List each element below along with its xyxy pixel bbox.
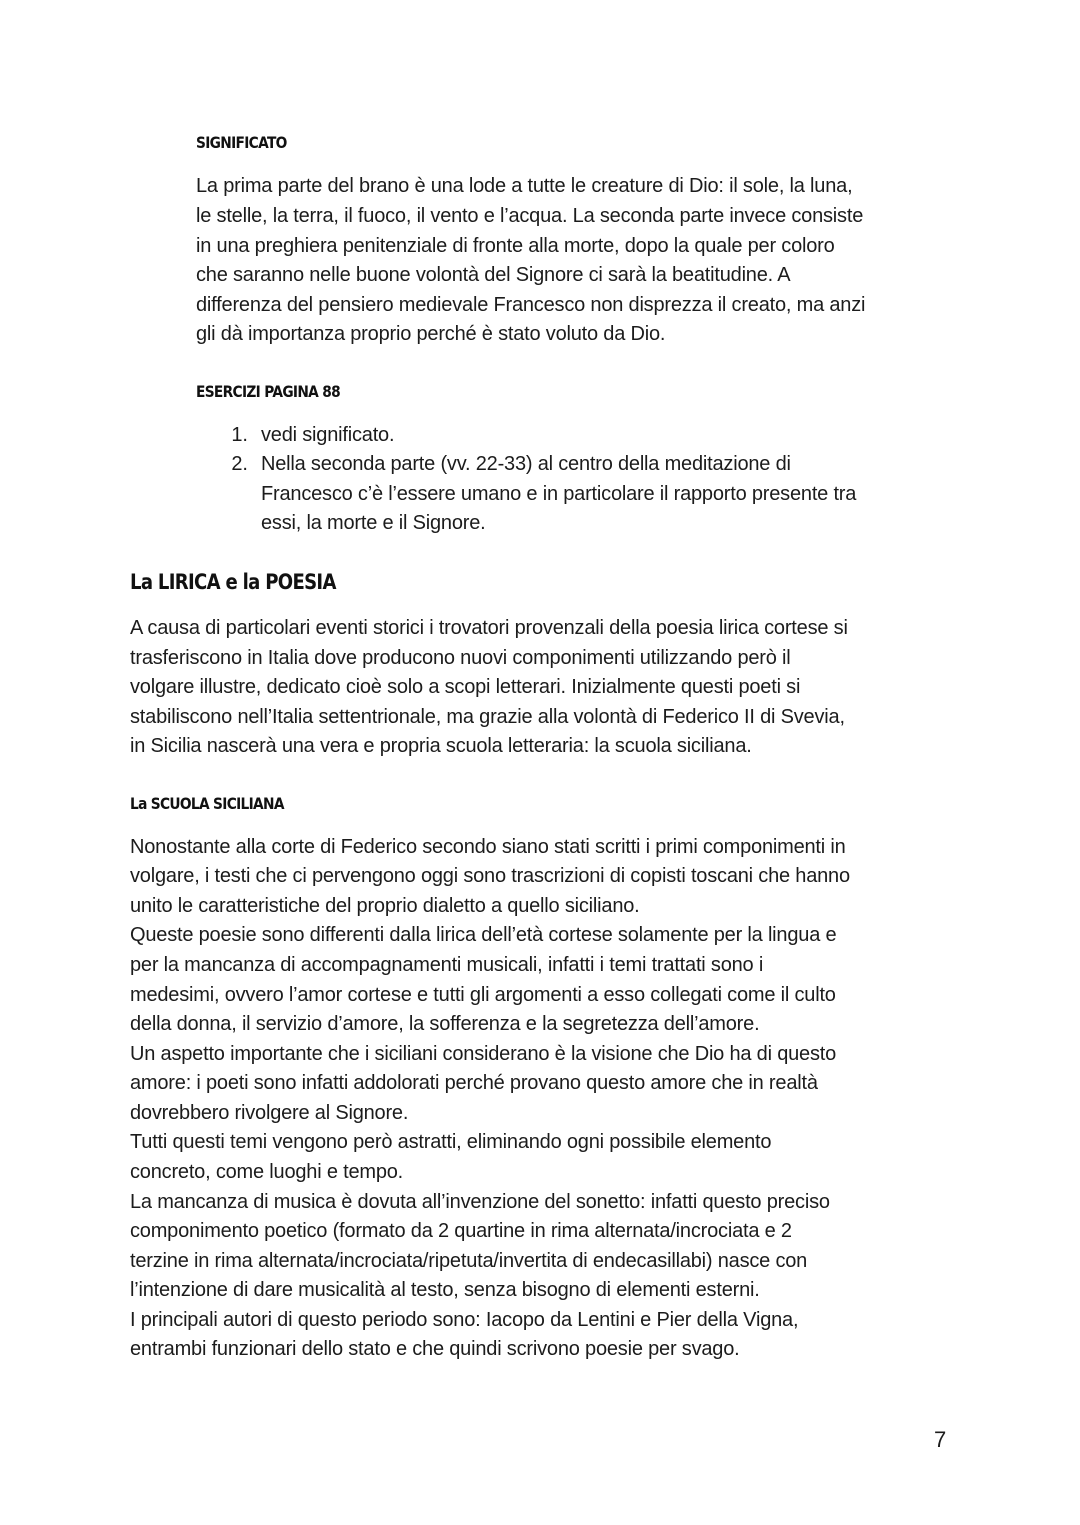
text-line: in Sicilia nascerà una vera e propria scuola letteraria: la scuola siciliana. (130, 735, 752, 757)
text-line: per la mancanza di accompagnamenti musicali, infatti i temi trattati sono i (130, 954, 764, 976)
text-line: terzine in rima alternata/incrociata/ripetuta/invertita di endecasillabi) nasce con (130, 1250, 808, 1272)
text-line: volgare illustre, dedicato cioè solo a scopi letterari. Inizialmente questi poeti si (130, 676, 801, 698)
text-line: gli dà importanza proprio perché è stato voluto da Dio. (196, 323, 666, 345)
section-heading-esercizi: ESERCIZI PAGINA 88 (196, 382, 341, 401)
text-line: Francesco c’è l’essere umano e in particolare il rapporto presente tra (261, 483, 857, 505)
text-line: Un aspetto importante che i siciliani considerano è la visione che Dio ha di questo (130, 1043, 837, 1065)
text-line: volgare, i testi che ci pervengono oggi sono trascrizioni di copisti toscani che hanno (130, 865, 850, 887)
text-line: concreto, come luoghi e tempo. (130, 1161, 404, 1183)
text-line: l’intenzione di dare musicalità al testo, senza bisogno di elementi esterni. (130, 1279, 760, 1301)
text-line: Tutti questi temi vengono però astratti, eliminando ogni possibile elemento (130, 1131, 772, 1153)
text-line: Queste poesie sono differenti dalla lirica dell’età cortese solamente per la lingua e (130, 924, 837, 946)
text-line: le stelle, la terra, il fuoco, il vento e l’acqua. La seconda parte invece consiste (196, 205, 864, 227)
text-line: amore: i poeti sono infatti addolorati perché provano questo amore che in realtà (130, 1072, 818, 1094)
text-line: entrambi funzionari dello stato e che quindi scrivono poesie per svago. (130, 1338, 740, 1360)
section-heading-lirica: La LIRICA e la POESIA (130, 570, 336, 594)
list-number: 2. (231, 453, 248, 475)
text-line: che saranno nelle buone volontà del Signore ci sarà la beatitudine. A (196, 264, 791, 286)
text-line: dovrebbero rivolgere al Signore. (130, 1102, 409, 1124)
text-line: vedi significato. (261, 424, 395, 446)
text-line: della donna, il servizio d’amore, la sofferenza e la segretezza dell’amore. (130, 1013, 760, 1035)
text-line: La mancanza di musica è dovuta all’invenzione del sonetto: infatti questo preciso (130, 1191, 830, 1213)
text-line: differenza del pensiero medievale Francesco non disprezza il creato, ma anzi (196, 294, 866, 316)
text-line: medesimi, ovvero l’amor cortese e tutti gli argomenti a esso collegati come il culto (130, 984, 836, 1006)
section-heading-scuola: La SCUOLA SICILIANA (130, 794, 284, 813)
list-number: 1. (231, 424, 248, 446)
text-line: componimento poetico (formato da 2 quartine in rima alternata/incrociata e 2 (130, 1220, 792, 1242)
section-heading-significato: SIGNIFICATO (196, 133, 287, 152)
page-number: 7 (934, 1427, 947, 1452)
text-line: I principali autori di questo periodo sono: Iacopo da Lentini e Pier della Vigna, (130, 1309, 799, 1331)
text-line: unito le caratteristiche del proprio dialetto a quello siciliano. (130, 895, 640, 917)
text-line: trasferiscono in Italia dove producono nuovi componimenti utilizzando però il (130, 647, 791, 669)
text-line: A causa di particolari eventi storici i trovatori provenzali della poesia lirica cortese si (130, 617, 848, 639)
text-line: Nella seconda parte (vv. 22-33) al centro della meditazione di (261, 453, 791, 475)
text-line: essi, la morte e il Signore. (261, 512, 486, 534)
text-line: La prima parte del brano è una lode a tutte le creature di Dio: il sole, la luna, (196, 175, 853, 197)
text-line: Nonostante alla corte di Federico secondo siano stati scritti i primi componimenti in (130, 836, 846, 858)
text-line: stabiliscono nell’Italia settentrionale, ma grazie alla volontà di Federico II di Svevia, (130, 706, 845, 728)
text-line: in una preghiera penitenziale di fronte alla morte, dopo la quale per coloro (196, 235, 835, 257)
